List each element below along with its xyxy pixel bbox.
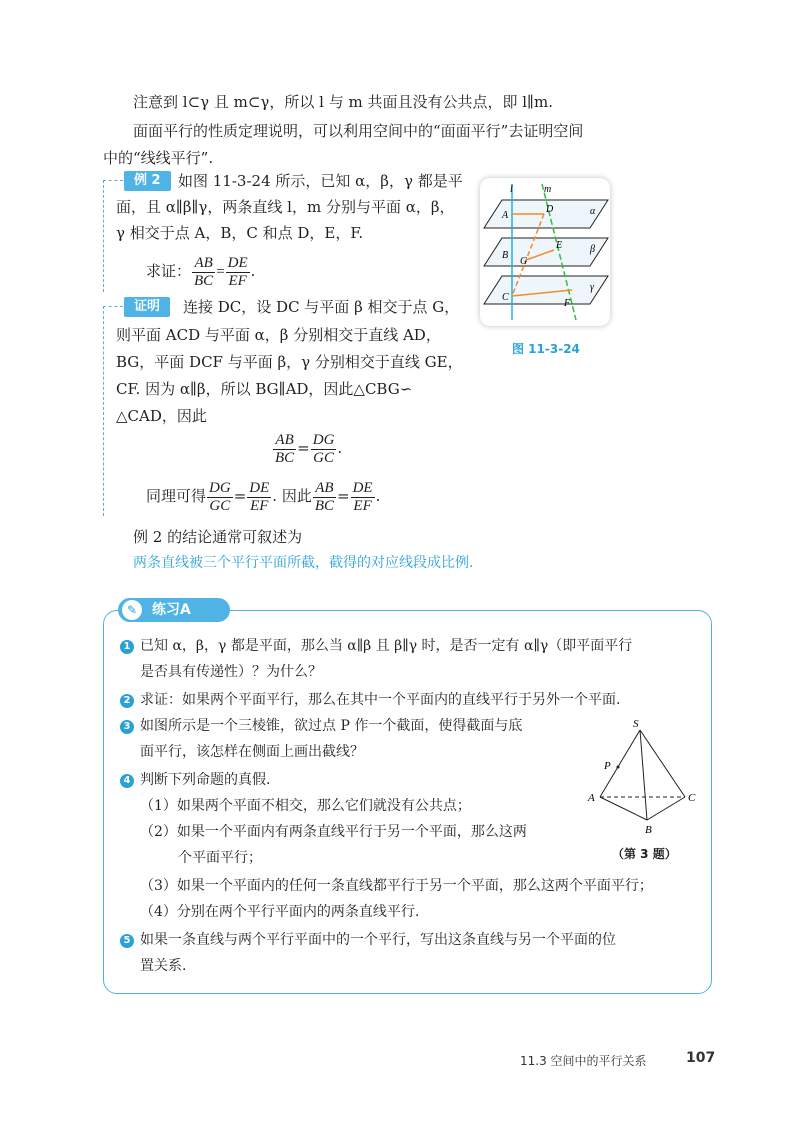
proof-line-4: CF. 因为 α∥β，所以 BG∥AD，因此△CBG∽ [116, 380, 413, 398]
proof-bracket-top [103, 306, 123, 307]
proof-line-3: BG，平面 DCF 与平面 β，γ 分别相交于直线 GE， [116, 353, 463, 371]
exercise-q4-4: （4）分别在两个平行平面内的两条直线平行. [140, 904, 420, 920]
svg-text:B: B [645, 824, 652, 836]
svg-text:A: A [502, 210, 509, 221]
proof-bracket [103, 306, 104, 516]
svg-text:F: F [564, 298, 571, 309]
exercise-q3a: 3 如图所示是一个三棱锥，欲过点 P 作一个截面，使得截面与底 [120, 716, 522, 736]
exercise-q4-1: （1）如果两个平面不相交，那么它们就没有公共点； [140, 798, 471, 814]
svg-text:C: C [688, 792, 696, 804]
exercise-q1a: 1 已知 α，β，γ 都是平面，那么当 α∥β 且 β∥γ 时，是否一定有 α∥γ（即平面平行 [120, 636, 632, 656]
svg-text:γ: γ [590, 282, 594, 293]
svg-text:G: G [520, 256, 528, 267]
svg-text:B: B [502, 250, 509, 261]
para-2a: 面面平行的性质定理说明，可以利用空间中的“面面平行”去证明空间 [133, 122, 584, 140]
para-2b: 中的“线线平行”. [103, 149, 214, 167]
exercise-q1b: 是否具有传递性）？为什么？ [140, 664, 322, 680]
svg-text:A: A [588, 792, 595, 804]
exercise-q3b: 面平行，该怎样在侧面上画出截线？ [140, 744, 364, 760]
svg-text:E: E [556, 240, 563, 251]
para-1: 注意到 l⊂γ 且 m⊂γ，所以 l 与 m 共面且没有公共点，即 l∥m. [133, 93, 553, 111]
svg-text:α: α [590, 206, 596, 217]
exercise-title-badge [118, 598, 230, 622]
svg-text:C: C [502, 292, 509, 303]
exercise-q4-2a: （2）如果一个平面内有两条直线平行于另一个平面，那么这两 [140, 824, 527, 840]
parallel-planes-diagram [480, 178, 610, 326]
footer-section: 11.3 空间中的平行关系 [520, 1054, 647, 1068]
proof-line-2: 则平面 ACD 与平面 α，β 分别相交于直线 AD， [116, 326, 441, 344]
exercise-title: 练习A [152, 602, 191, 618]
svg-text:m: m [544, 184, 552, 195]
svg-text:D: D [546, 204, 554, 215]
exercise-q4-2b: 个平面平行； [178, 850, 262, 866]
exercise-q5b: 置关系. [140, 958, 187, 974]
proof-tag: 证明 [124, 297, 170, 317]
figure-11-3-24 [480, 178, 610, 326]
conclusion-intro: 例 2 的结论通常可叙述为 [133, 528, 303, 546]
page-number: 107 [686, 1050, 716, 1066]
prove-statement: 求证： $\frac{AB}{BC}$ = $\frac{DE}{EF}$ . [146, 254, 256, 289]
proof-line-1: 连接 DC，设 DC 与平面 β 相交于点 G， [183, 298, 460, 316]
example-bracket-top [103, 180, 123, 181]
svg-text:P: P [604, 760, 611, 772]
svg-text:S: S [633, 718, 639, 730]
example-line-3: γ 相交于点 A，B，C 和点 D，E，F. [116, 224, 364, 242]
example-bracket [103, 180, 104, 292]
svg-text:β: β [590, 244, 595, 255]
fraction-de-ef: $\frac{DE}{EF}$ [227, 254, 248, 289]
example-line-1: 如图 11-3-24 所示，已知 α，β，γ 都是平 [178, 172, 463, 190]
prove-label: 求证： [146, 262, 192, 280]
pyramid-caption: （第 3 题） [612, 847, 677, 861]
conclusion-statement: 两条直线被三个平行平面所截，截得的对应线段成比例. [133, 555, 474, 571]
example-line-2: 面，且 α∥β∥γ，两条直线 l，m 分别与平面 α，β， [116, 198, 455, 216]
proof-equation-2: 同理可得 $\frac{DG}{GC}$ = $\frac{DE}{EF}$ . 因此 $\frac{AB}{BC}$ = $\frac{DE}{EF}$ . [146, 479, 381, 514]
example-tag: 例 2 [124, 171, 171, 191]
proof-equation-1: $\frac{AB}{BC}$ = $\frac{DG}{GC}$ . [275, 431, 343, 466]
proof-line-5: △CAD，因此 [116, 407, 207, 425]
exercise-q4-3: （3）如果一个平面内的任何一条直线都平行于另一个平面，那么这两个平面平行； [140, 878, 653, 894]
fraction-ab-bc: $\frac{AB}{BC}$ [194, 254, 214, 289]
pyramid-diagram [585, 715, 705, 850]
svg-text:l: l [510, 184, 513, 195]
exercise-q2: 2 求证：如果两个平面平行，那么在其中一个平面内的直线平行于另外一个平面. [120, 690, 620, 710]
exercise-q4: 4 判断下列命题的真假. [120, 770, 270, 790]
pencil-icon: ✎ [122, 600, 142, 620]
figure-caption: 图 11-3-24 [512, 342, 580, 356]
exercise-q5a: 5 如果一条直线与两个平行平面中的一个平行，写出这条直线与另一个平面的位 [120, 930, 616, 950]
